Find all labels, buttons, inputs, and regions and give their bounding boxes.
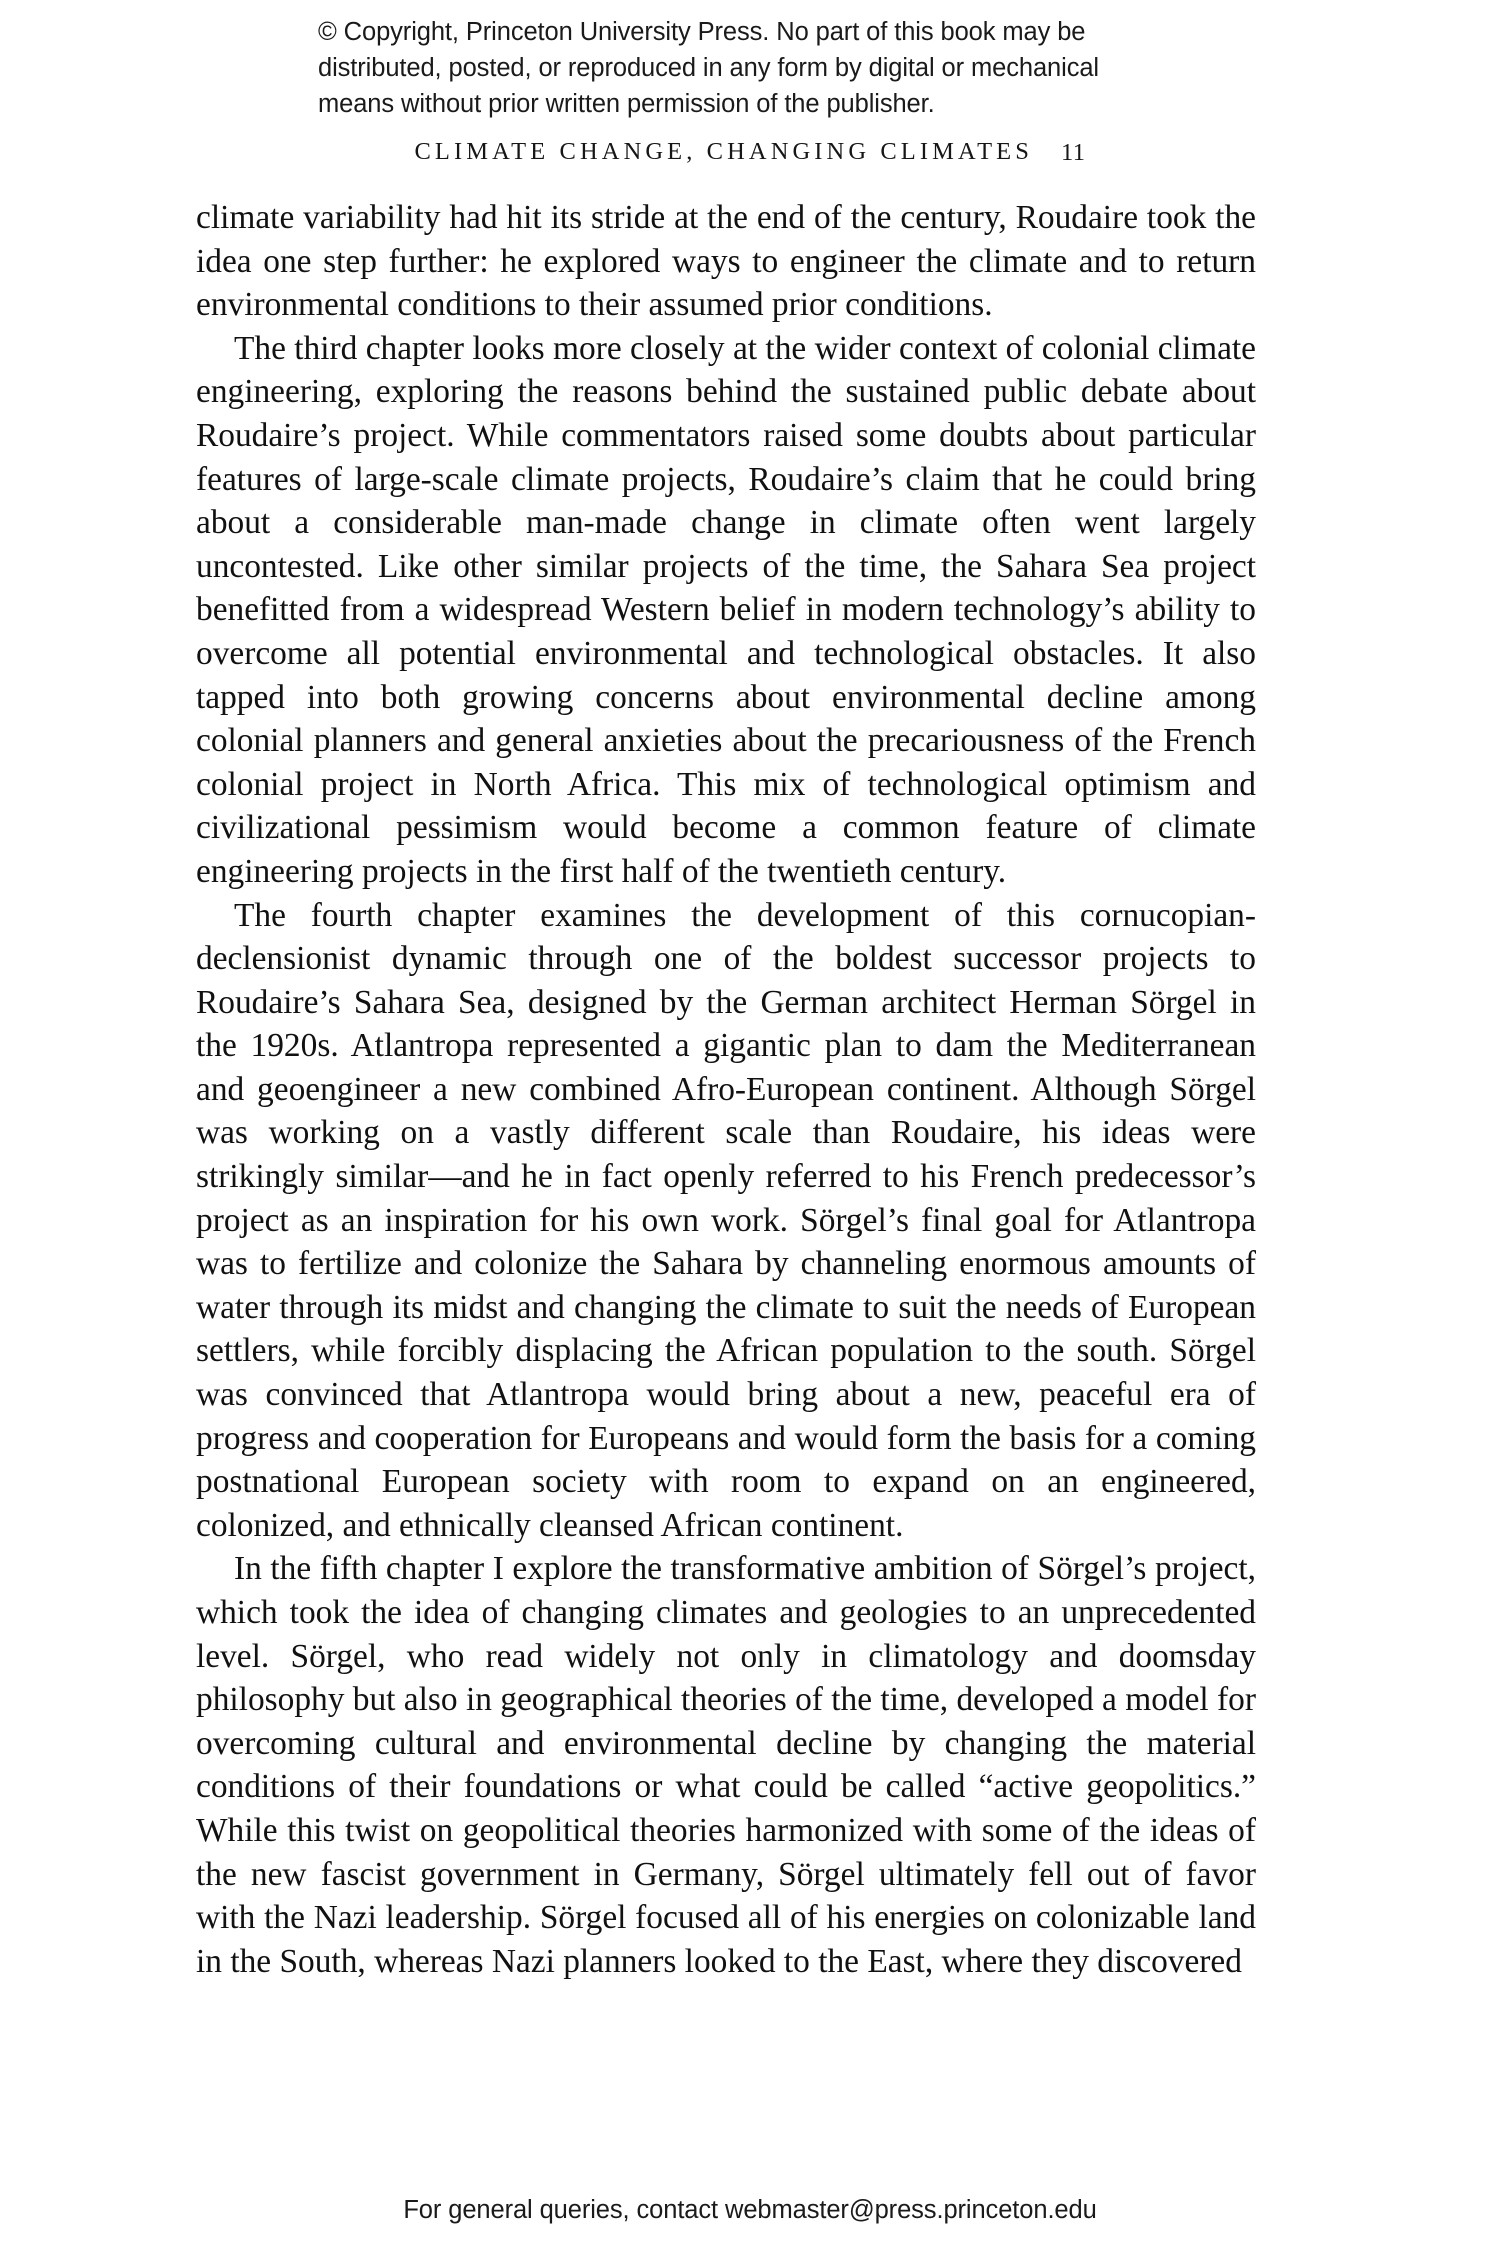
body-text (196, 196, 1256, 1983)
running-head-title: CLIMATE CHANGE, CHANGING CLIMATES (414, 138, 1033, 165)
footer-queries-notice: For general queries, contact webmaster@press.princeton.edu (403, 2196, 1097, 2224)
paragraph-2: The third chapter looks more closely at the wider context of colonial climate engineering, exploring the reasons behind the sustained public debate about Roudaire’s project. While commentators raised some doubts about particular features of large-scale climate projects, Roudaire’s claim that he could bring about a considerable man-made change in climate often went largely uncontested. Like other similar projects of the time, the Sahara Sea project benefitted from a widespread Western belief in modern technology’s ability to overcome all potential environmental and technological obstacles. It also tapped into both growing concerns about environmental decline among colonial planners and general anxieties about the precariousness of the French colonial project in North Africa. This mix of technological optimism and civilizational pessimism would become a common feature of climate engineering projects in the first half of the twentieth century. (196, 329, 1256, 890)
page-number: 11 (1060, 139, 1086, 166)
paragraph-1: climate variability had hit its stride at the end of the century, Roudaire took the idea one step further: he explored ways to engineer the climate and to return environmental conditions to their assumed prior conditions. (196, 199, 1256, 324)
paragraph-4: In the fifth chapter I explore the transformative ambition of Sörgel’s project, which took the idea of changing climates and geologies to an unprecedented level. Sörgel, who read widely not only in climatology and doomsday philosophy but also in geographical theories of the time, developed a model for overcoming cultural and environmental decline by changing the material conditions of their foundations or what could be called “active geopolitics.” While this twist on geopolitical theories harmonized with some of the ideas of the new fascist government in Germany, Sörgel ultimately fell out of favor with the Nazi leadership. Sörgel focused all of his energies on colonizable land in the South, whereas Nazi planners looked to the East, where they discovered (196, 1550, 1256, 1980)
copyright-line-2: distributed, posted, or reproduced in any form by digital or mechanical (318, 54, 1099, 82)
running-head (0, 138, 1500, 166)
copyright-line-3: means without prior written permission of the publisher. (318, 90, 935, 118)
copyright-notice (318, 14, 1188, 122)
copyright-line-1: © Copyright, Princeton University Press. No part of this book may be (318, 18, 1086, 46)
paragraph-3: The fourth chapter examines the development of this cornucopian-declensionist dynamic through one of the boldest successor projects to Roudaire’s Sahara Sea, designed by the German architect Herman Sörgel in the 1920s. Atlantropa represented a gigantic plan to dam the Mediterranean and geoengineer a new combined Afro-European continent. Although Sörgel was working on a vastly different scale than Roudaire, his ideas were strikingly similar—and he in fact openly referred to his French predecessor’s project as an inspiration for his own work. Sörgel’s final goal for Atlantropa was to fertilize and colonize the Sahara by channeling enormous amounts of water through its midst and changing the climate to suit the needs of European settlers, while forcibly displacing the African population to the south. Sörgel was convinced that Atlantropa would bring about a new, peaceful era of progress and cooperation for Europeans and would form the basis for a coming postnational European society with room to expand on an engineered, colonized, and ethnically cleansed African continent. (196, 896, 1256, 1544)
